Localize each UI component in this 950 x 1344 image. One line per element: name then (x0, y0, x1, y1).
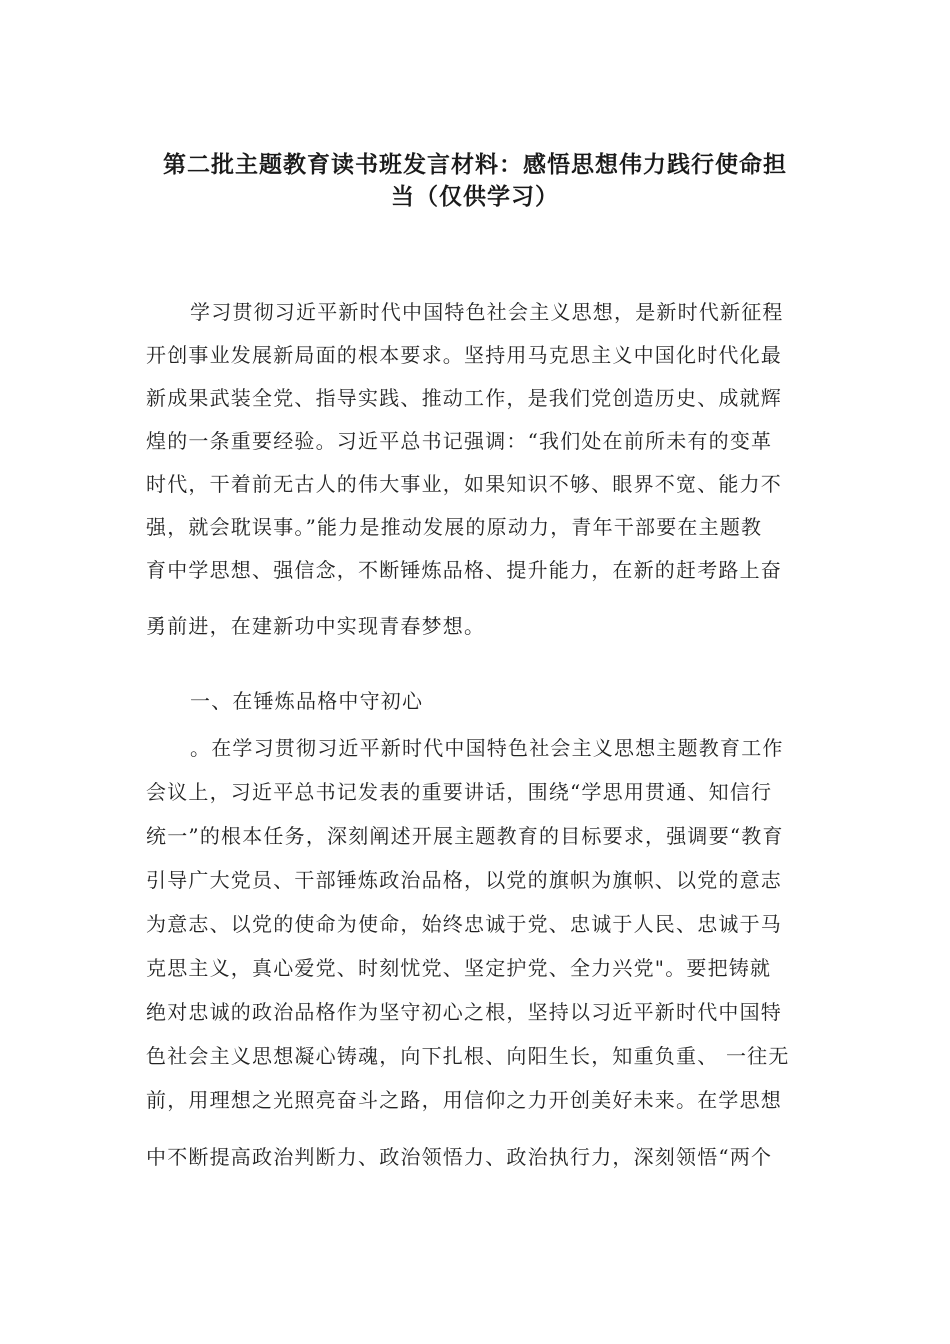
para2-line-10: 中不断提高政治判断力、政治领悟力、政治执行力，深刻领悟“两个 (146, 1145, 773, 1169)
para2-line-5: 为意志、以党的使命为使命，始终忠诚于党、忠诚于人民、忠诚于马 (146, 912, 782, 936)
para2-line-2: 会议上，习近平总书记发表的重要讲话，围绕“学思用贯通、知信行 (146, 780, 773, 804)
para2-line-7: 绝对忠诚的政治品格作为坚守初心之根，坚持以习近平新时代中国特 (146, 1000, 782, 1024)
title-line-2: 当（仅供学习） (391, 184, 559, 210)
title-line-1: 第二批主题教育读书班发言材料：感悟思想伟力践行使命担 (163, 152, 787, 178)
para1-line-4: 煌的一条重要经验。习近平总书记强调：“我们处在前所未有的变革 (146, 429, 773, 453)
para2-line-1: 。在学习贯彻习近平新时代中国特色社会主义思想主题教育工作 (190, 736, 784, 760)
para1-line-6: 强，就会耽误事。”能力是推动发展的原动力，青年干部要在主题教 (146, 515, 763, 539)
section1-heading: 一、在锤炼品格中守初心 (190, 689, 424, 713)
para2-line-9: 前，用理想之光照亮奋斗之路，用信仰之力开创美好未来。在学思想 (146, 1088, 782, 1112)
para1-line-3: 新成果武装全党、指导实践、推动工作，是我们党创造历史、成就辉 (146, 386, 782, 410)
para2-line-8: 色社会主义思想凝心铸魂，向下扎根、向阳生长，知重负重、 一往无 (146, 1044, 790, 1068)
para2-line-3: 统一”的根本任务，深刻阐述开展主题教育的目标要求，强调要“教育 (146, 824, 784, 848)
para1-line-8: 勇前进，在建新功中实现青春梦想。 (146, 614, 486, 638)
para2-line-4: 引导广大党员、干部锤炼政治品格，以党的旗帜为旗帜、以党的意志 (146, 868, 782, 892)
para1-line-2: 开创事业发展新局面的根本要求。坚持用马克思主义中国化时代化最 (146, 343, 782, 367)
para2-line-6: 克思主义，真心爱党、时刻忧党、坚定护党、全力兴党"。要把铸就 (146, 956, 772, 980)
para1-line-5: 时代，干着前无古人的伟大事业，如果知识不够、眼界不宽、能力不 (146, 472, 782, 496)
para1-line-1: 学习贯彻习近平新时代中国特色社会主义思想，是新时代新征程 (190, 300, 784, 324)
para1-line-7: 育中学思想、强信念，不断锤炼品格、提升能力，在新的赶考路上奋 (146, 558, 782, 582)
